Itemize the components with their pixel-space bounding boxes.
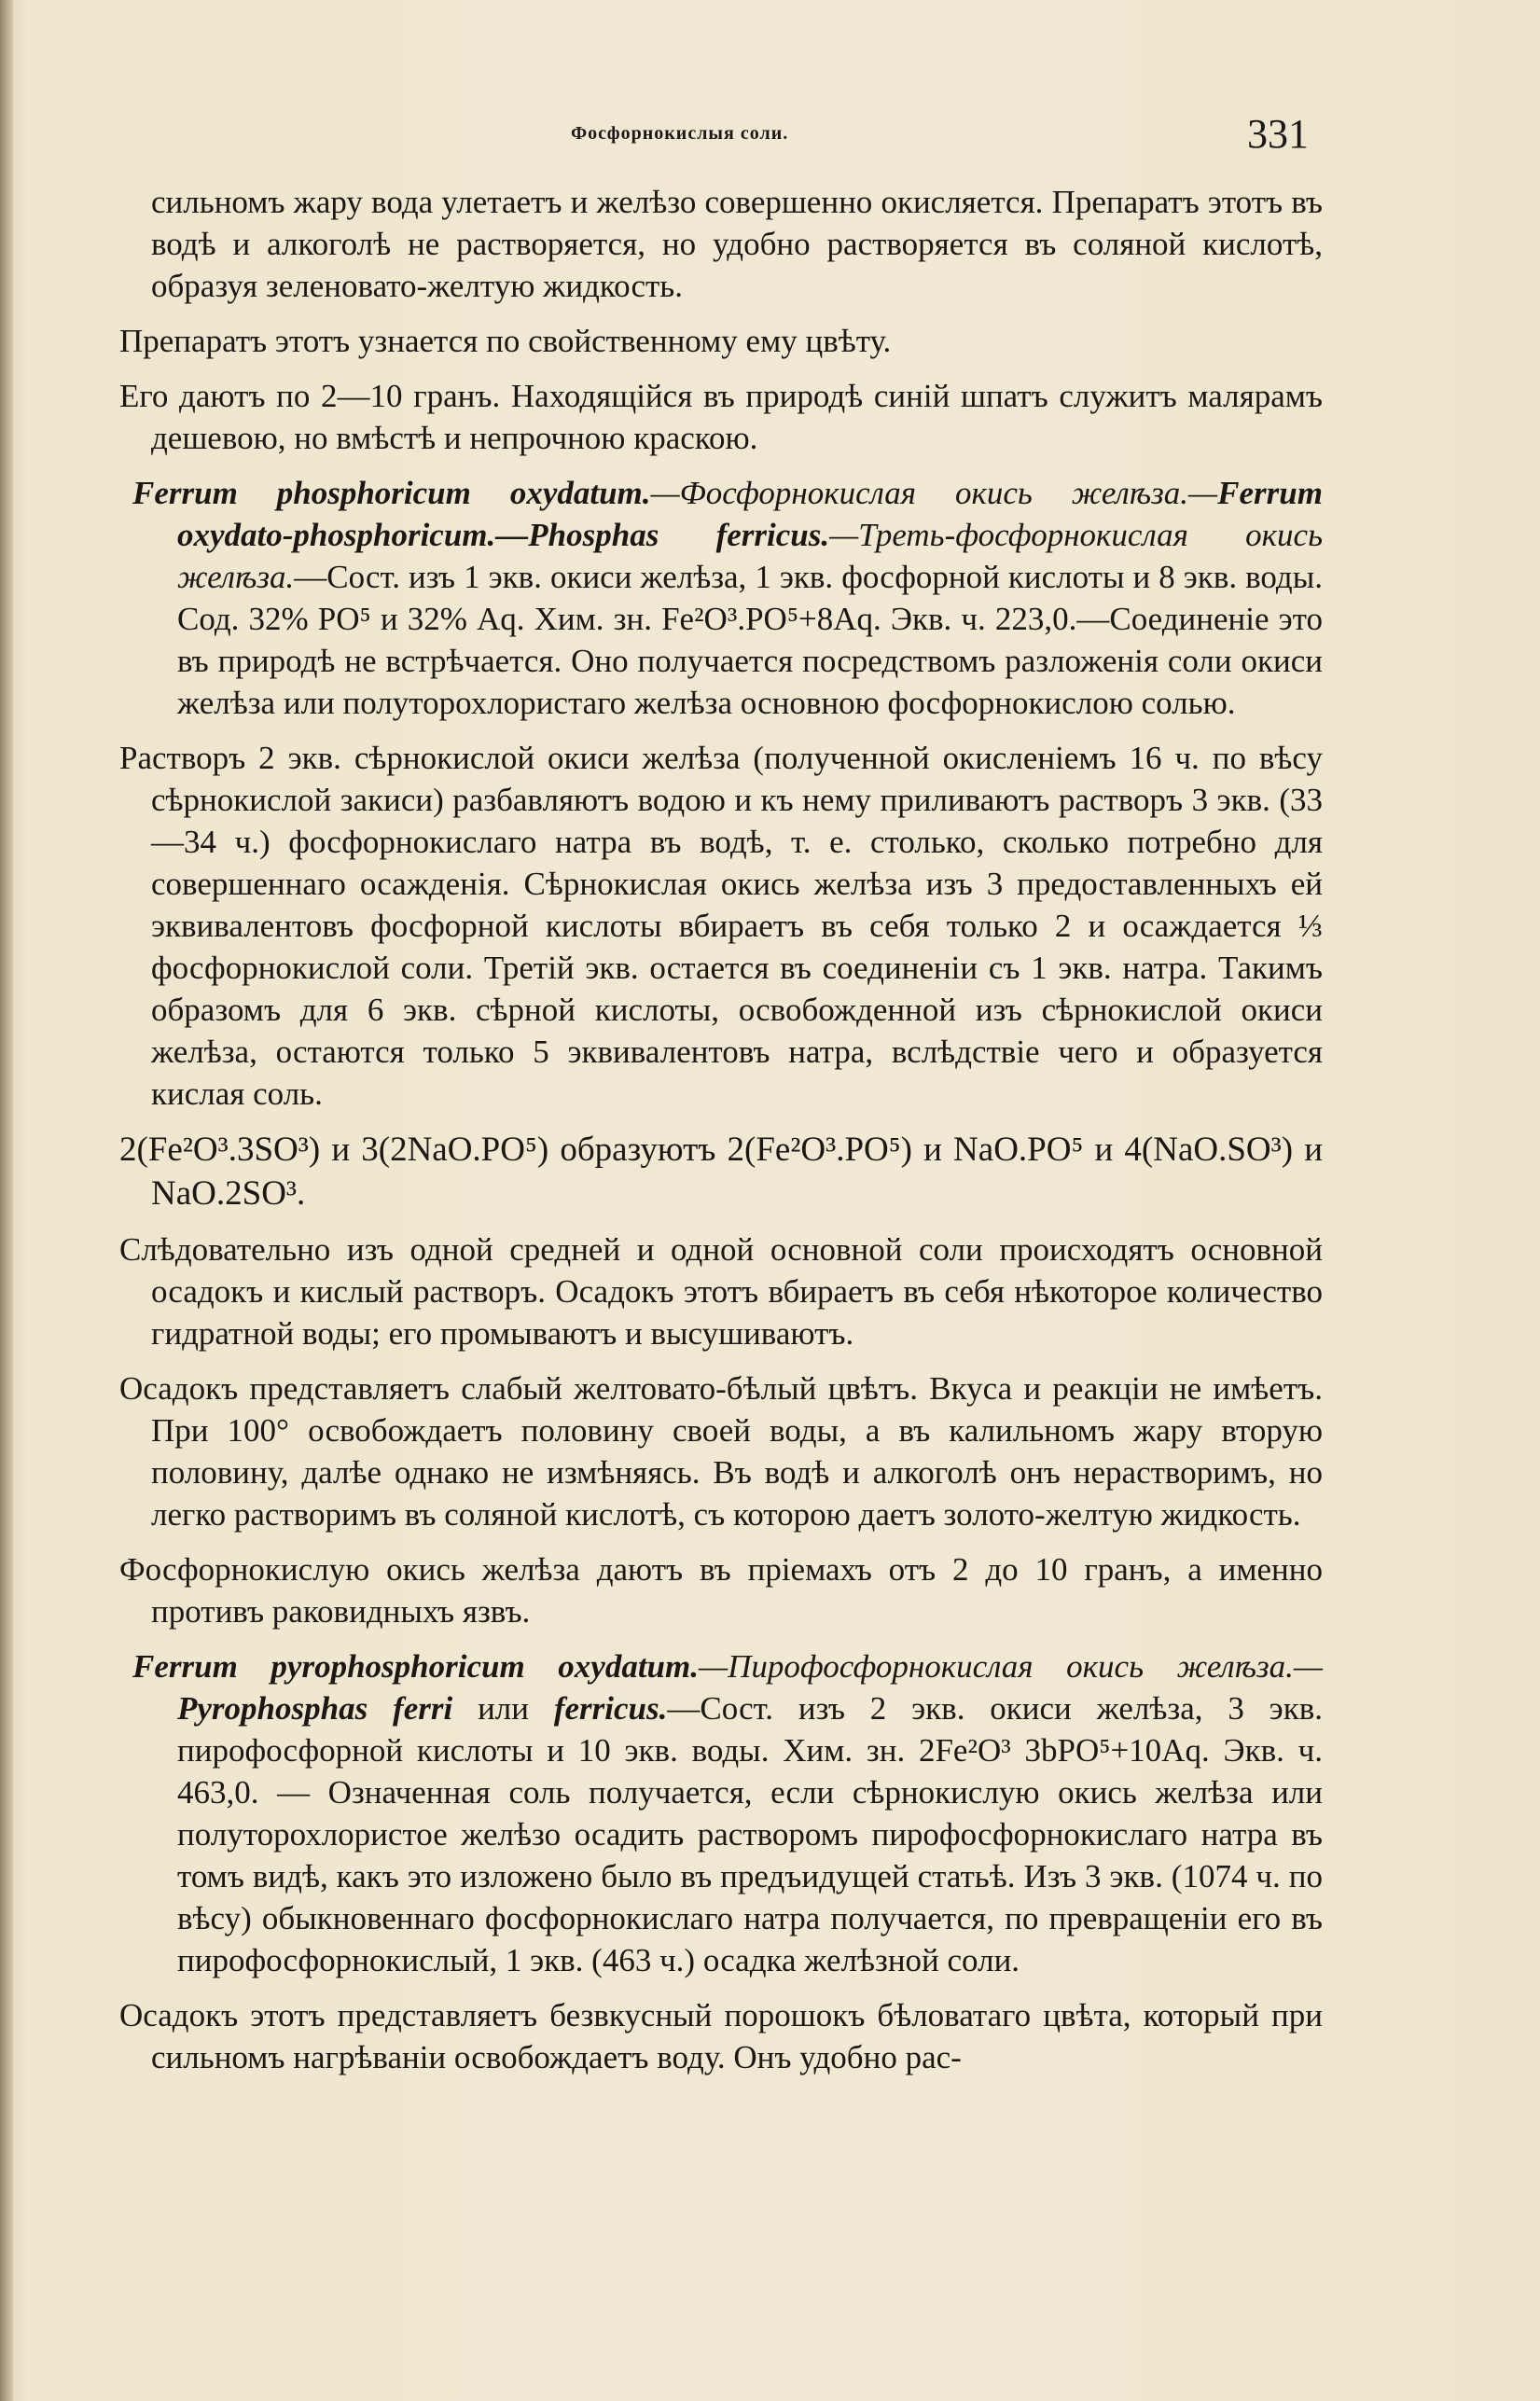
entry-russian-title: —Пирофосфорнокислая окись желѣза.— [699,1648,1323,1685]
running-title: Фосфорнокислыя соли. [571,123,789,144]
entry-description: —Сост. изъ 2 экв. окиси желѣза, 3 экв. пирофосфорной кислоты и 10 экв. воды. Хим. зн. 2Fe²O³ 3bPO⁵+10Aq. Экв. ч. 463,0. — Означенная соль получается, если сѣрнокислую окись желѣза или полуторохлористое желѣзо осадить растворомъ пирофосфорнокислаго натра въ томъ видѣ, какъ это изложено было въ предъидущей статьѣ. Изъ 3 экв. (1074 ч. по вѣсу) обыкновеннаго фосфорнокислаго натра получается, по превращеніи его въ пирофосфорнокислый, 1 экв. (463 ч.) осадка желѣзной соли. [177,1690,1323,1978]
entry-latin-title: Ferrum pyrophosphoricum oxydatum. [132,1648,699,1685]
body-text [119,181,1323,2091]
paragraph: Растворъ 2 экв. сѣрнокислой окиси желѣза (полученной окисленіемъ 16 ч. по вѣсу сѣрнокислой закиси) разбавляютъ водою и къ нему приливаютъ растворъ 3 экв. (33—34 ч.) фосфорнокислаго натра въ водѣ, т. е. столько, сколько потребно для совершеннаго осажденія. Сѣрнокислая окись желѣза изъ 3 предоставленныхъ ей эквивалентовъ фосфорной кислоты вбираетъ въ себя только 2 и осаждается ⅓ фосфорнокислой соли. Третій экв. остается въ соединеніи съ 1 экв. натра. Такимъ образомъ для 6 экв. сѣрной кислоты, освобожденной изъ сѣрнокислой окиси желѣза, остаются только 5 эквивалентовъ натра, вслѣдствіе чего и образуется кислая соль. [119,740,1323,1112]
entry-ferrum-phosphoricum [119,472,1323,724]
page-number: 331 [1247,111,1309,157]
paragraph: Его даютъ по 2—10 гранъ. Находящійся въ природѣ синій шпатъ служитъ малярамъ дешевою, но вмѣстѣ и непрочною краскою. [119,378,1323,456]
entry-latin-synonym: Pyrophosphas ferri [177,1690,453,1727]
entry-russian-title: —Фосфорнокислая окись желѣза.— [650,475,1218,511]
entry-conjunction: или [452,1690,554,1727]
paragraph: Фосфорнокислую окись желѣза даютъ въ пріемахъ отъ 2 до 10 гранъ, а именно противъ раковидныхъ язвъ. [119,1551,1323,1630]
entry-russian-synonym: —Треть-фосфорнокислая окись желѣза. [177,517,1323,595]
paragraph: Слѣдовательно изъ одной средней и одной основной соли происходятъ основной осадокъ и кислый растворъ. Осадокъ этотъ вбираетъ въ себя нѣкоторое количество гидратной воды; его промываютъ и высушиваютъ. [119,1231,1323,1352]
entry-latin-synonym-2: ferricus. [553,1690,668,1727]
paragraph-continuation: сильномъ жару вода улетаетъ и желѣзо совершенно окисляется. Препаратъ этотъ въ водѣ и алкоголѣ не растворяется, но удобно растворяется въ соляной кислотѣ, образуя зеленовато-желтую жидкость. [151,184,1323,304]
paragraph: Препаратъ этотъ узнается по свойственному ему цвѣту. [119,323,892,359]
entry-latin-title: Ferrum phosphoricum oxydatum. [132,475,651,511]
entry-description: —Сост. изъ 1 экв. окиси желѣза, 1 экв. фосфорной кислоты и 8 экв. воды. Сод. 32% PO⁵ и 32% Aq. Хим. зн. Fe²O³.PO⁵+8Aq. Экв. ч. 223,0.—Соединеніе это въ природѣ не встрѣчается. Оно получается посредствомъ разложенія соли окиси желѣза или полуторохлористаго желѣза основною фосфорнокислою солью. [177,559,1323,721]
page-header [0,110,1540,157]
paragraph: Осадокъ этотъ представляетъ безвкусный порошокъ бѣловатаго цвѣта, который при сильномъ нагрѣваніи освобождаетъ воду. Онъ удобно рас- [119,1997,1323,2075]
paragraph: Осадокъ представляетъ слабый желтовато-бѣлый цвѣтъ. Вкуса и реакціи не имѣетъ. При 100° освобождаетъ половину своей воды, а въ калильномъ жару вторую половину, далѣе однако не измѣняясь. Въ водѣ и алкоголѣ онъ нерастворимъ, но легко растворимъ въ соляной кислотѣ, съ которою даетъ золото-желтую жидкость. [119,1370,1323,1533]
book-spine-edge [0,0,13,2401]
entry-ferrum-pyrophosphoricum [119,1645,1323,1981]
chemical-equation: 2(Fe²O³.3SO³) и 3(2NaO.PO⁵) образуютъ 2(Fe²O³.PO⁵) и NaO.PO⁵ и 4(NaO.SO³) и NaO.2SO³. [119,1131,1323,1213]
entry-latin-synonyms: Ferrum oxydato-phosphoricum.—Phosphas ferricus. [177,475,1323,553]
